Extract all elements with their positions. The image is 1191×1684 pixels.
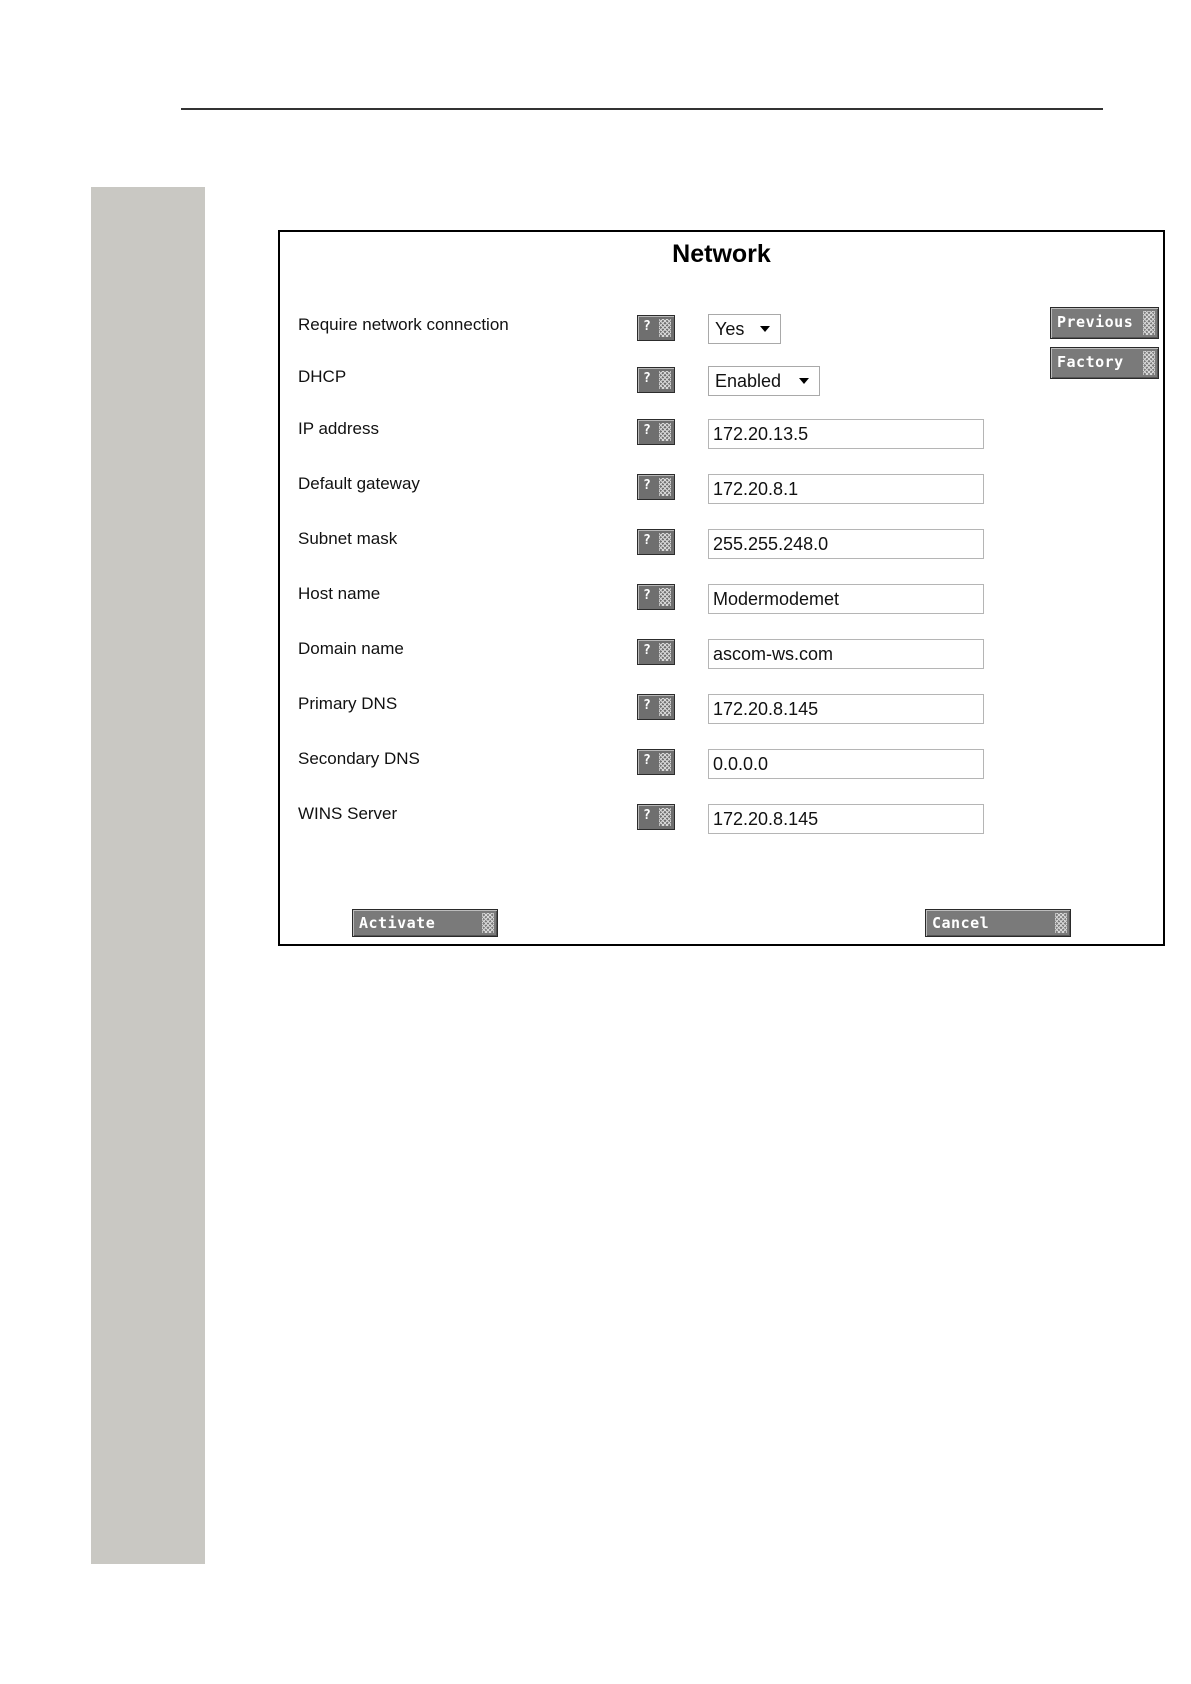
field-label: Require network connection: [298, 315, 509, 334]
field-label: WINS Server: [298, 804, 398, 823]
field-label: Primary DNS: [298, 694, 398, 713]
field-row-dhcp: [280, 367, 1163, 401]
wins-server-input[interactable]: [708, 804, 984, 834]
question-mark-icon: ?: [643, 808, 651, 823]
field-row-domain-name: [280, 639, 1163, 673]
cancel-button-label: Cancel: [932, 914, 990, 932]
subnet-mask-input[interactable]: [708, 529, 984, 559]
grip-icon: [659, 588, 671, 606]
question-mark-icon: ?: [643, 371, 651, 386]
field-label: Subnet mask: [298, 529, 398, 548]
field-label: Secondary DNS: [298, 749, 420, 768]
help-button[interactable]: [637, 584, 675, 610]
field-row-wins-server: [280, 804, 1163, 838]
activate-button[interactable]: [352, 909, 498, 937]
question-mark-icon: ?: [643, 588, 651, 603]
select-value: Yes: [715, 319, 745, 339]
grip-icon: [1055, 913, 1067, 933]
default-gateway-input[interactable]: [708, 474, 984, 504]
field-label: Default gateway: [298, 474, 420, 493]
network-settings-panel: [278, 230, 1165, 946]
field-row-subnet-mask: [280, 529, 1163, 563]
question-mark-icon: ?: [643, 753, 651, 768]
host-name-input[interactable]: [708, 584, 984, 614]
header-rule: [181, 108, 1103, 110]
grip-icon: [659, 753, 671, 771]
grip-icon: [659, 643, 671, 661]
grip-icon: [482, 913, 494, 933]
margin-sidebar: [91, 187, 205, 1564]
grip-icon: [659, 533, 671, 551]
grip-icon: [659, 808, 671, 826]
secondary-dns-input[interactable]: [708, 749, 984, 779]
factory-button-label: Factory: [1057, 353, 1124, 371]
question-mark-icon: ?: [643, 319, 651, 334]
grip-icon: [659, 371, 671, 389]
previous-button-label: Previous: [1057, 313, 1134, 331]
help-button[interactable]: [637, 804, 675, 830]
help-button[interactable]: [637, 419, 675, 445]
field-label: Domain name: [298, 639, 404, 658]
question-mark-icon: ?: [643, 478, 651, 493]
grip-icon: [659, 423, 671, 441]
help-button[interactable]: [637, 474, 675, 500]
panel-title: Network: [672, 240, 771, 268]
field-row-host-name: [280, 584, 1163, 618]
activate-button-label: Activate: [359, 914, 436, 932]
dhcp-select[interactable]: [708, 366, 820, 396]
help-button[interactable]: [637, 315, 675, 341]
select-value: Enabled: [715, 371, 782, 391]
help-button[interactable]: [637, 529, 675, 555]
cancel-button[interactable]: [925, 909, 1071, 937]
question-mark-icon: ?: [643, 698, 651, 713]
field-row-ip-address: [280, 419, 1163, 453]
require-network-connection-select[interactable]: [708, 314, 781, 344]
domain-name-input[interactable]: [708, 639, 984, 669]
chevron-down-icon: [799, 378, 809, 384]
ip-address-input[interactable]: [708, 419, 984, 449]
question-mark-icon: ?: [643, 423, 651, 438]
question-mark-icon: ?: [643, 533, 651, 548]
chevron-down-icon: [760, 326, 770, 332]
grip-icon: [659, 478, 671, 496]
help-button[interactable]: [637, 694, 675, 720]
help-button[interactable]: [637, 639, 675, 665]
question-mark-icon: ?: [643, 643, 651, 658]
field-label: DHCP: [298, 367, 347, 386]
field-row-default-gateway: [280, 474, 1163, 508]
grip-icon: [659, 698, 671, 716]
help-button[interactable]: [637, 749, 675, 775]
field-row-require-network-connection: [280, 315, 1163, 349]
primary-dns-input[interactable]: [708, 694, 984, 724]
field-label: IP address: [298, 419, 379, 438]
help-button[interactable]: [637, 367, 675, 393]
field-label: Host name: [298, 584, 381, 603]
field-row-primary-dns: [280, 694, 1163, 728]
grip-icon: [659, 319, 671, 337]
field-row-secondary-dns: [280, 749, 1163, 783]
